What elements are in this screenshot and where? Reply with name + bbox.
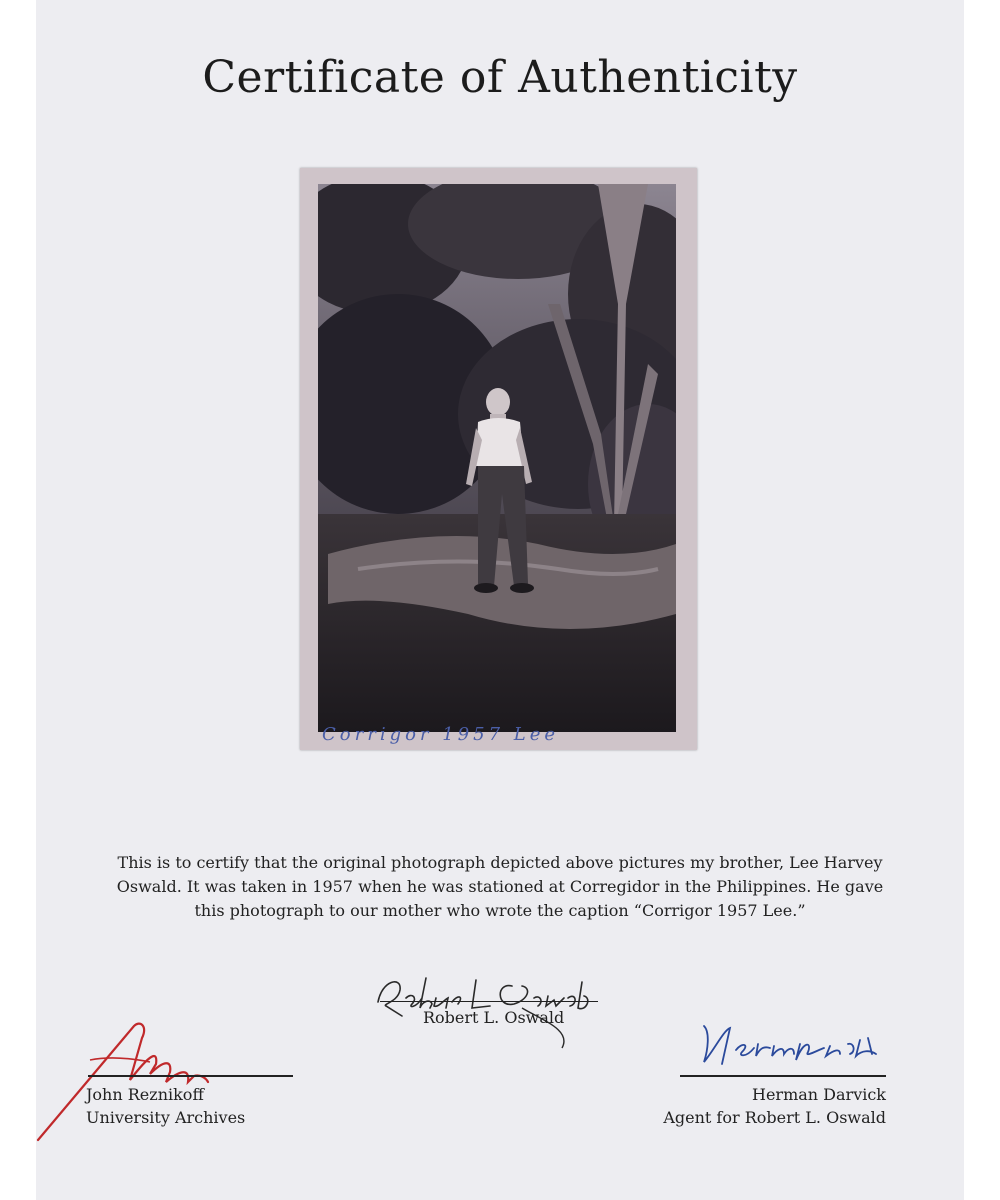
herman-darvick-signature bbox=[700, 1020, 890, 1072]
statement-line: This is to certify that the original photograph depicted above pictures my brother, Lee Harvey bbox=[117, 853, 883, 872]
left-signatory-name: John Reznikoff bbox=[86, 1085, 204, 1104]
left-signatory-title: University Archives bbox=[86, 1108, 246, 1127]
left-signature-line bbox=[88, 1075, 293, 1077]
certification-statement bbox=[80, 851, 920, 923]
handwritten-caption: Corrigor 1957 Lee bbox=[322, 724, 560, 745]
photograph-image bbox=[318, 184, 676, 732]
statement-line: this photograph to our mother who wrote the caption “Corrigor 1957 Lee.” bbox=[194, 901, 806, 920]
right-signatory-title: Agent for Robert L. Oswald bbox=[663, 1108, 886, 1127]
statement-line: Oswald. It was taken in 1957 when he was stationed at Corregidor in the Philippines. He gave bbox=[116, 877, 884, 896]
center-signature-line bbox=[380, 1001, 598, 1002]
right-signature-line bbox=[680, 1075, 886, 1077]
right-signatory-name: Herman Darvick bbox=[752, 1085, 886, 1104]
center-signatory-name: Robert L. Oswald bbox=[423, 1008, 565, 1027]
certificate-title: Certificate of Authenticity bbox=[202, 52, 798, 103]
vintage-photograph bbox=[300, 168, 697, 750]
